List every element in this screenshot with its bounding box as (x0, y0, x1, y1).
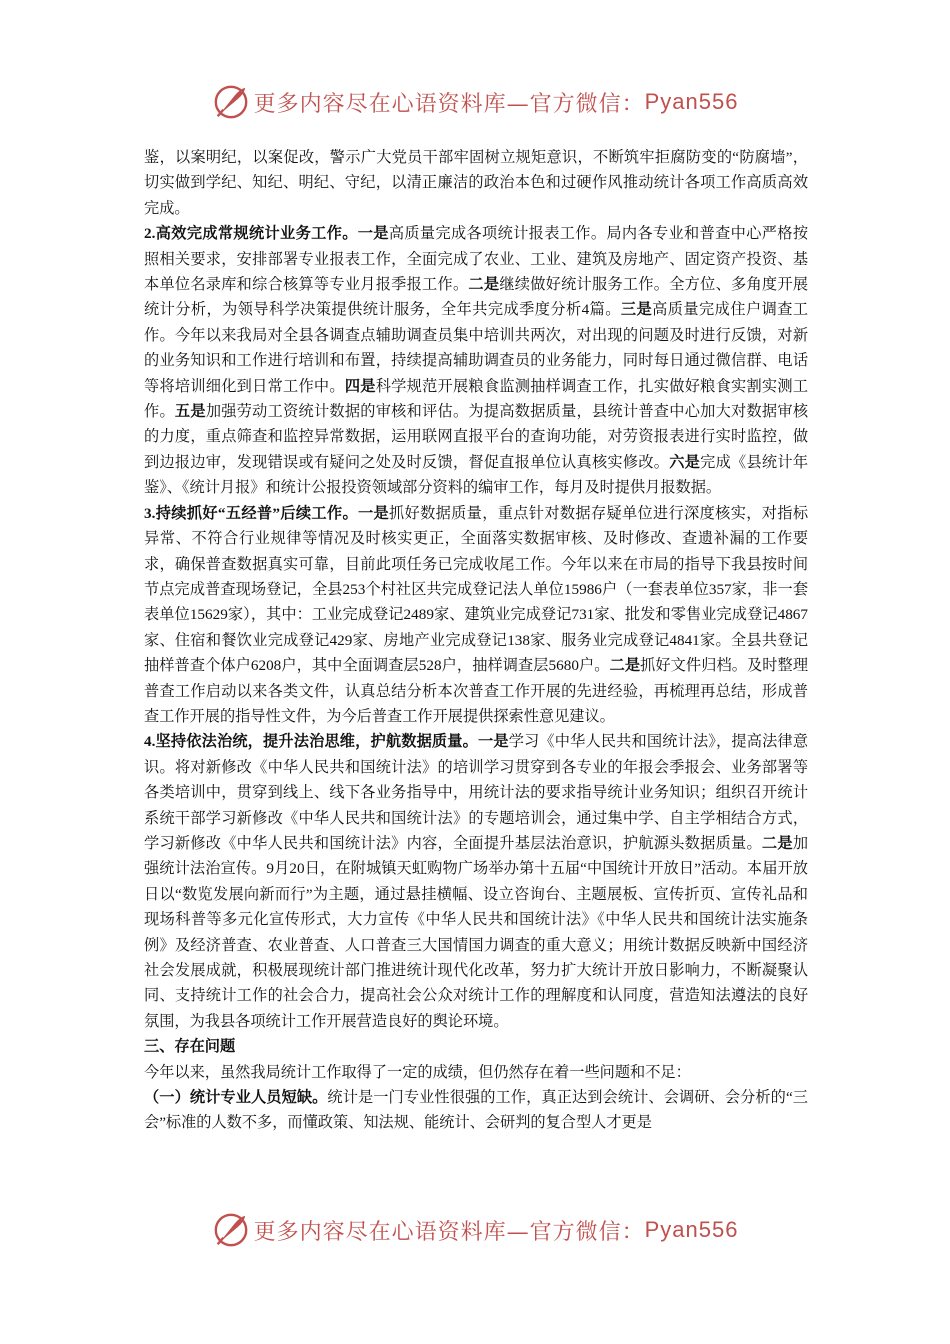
body-text: 抓好文件归档。及时整理普查工作启动以来各类文件，认真总结分析本次普查工作开展的先进经验，再梳理再总结，形成普查工作开展的指导性文件，为今后普查工作开展提供探索性意见建议。 (144, 657, 809, 725)
body-text: 统计是一门专业性很强的工作，真正达到会统计、会调研、会分析的“三会”标准的人数不多，而懂政策、知法规、能统计、会研判的复合型人才更是 (144, 1089, 808, 1132)
bold-heading-text: 一是 (357, 504, 390, 522)
bold-heading-text: 六是 (669, 453, 701, 471)
body-text: 科学规范开展粮食监测抽样调查工作，扎实做好粮食实割实测工作。 (144, 377, 809, 421)
bold-heading-text: 一是 (477, 733, 509, 751)
body-text: 高质量完成住户调查工作。今年以来我局对全县各调查点辅助调查员集中培训共两次，对出现的问题及时进行反馈，对新的业务知识和工作进行培训和布置，持续提高辅助调查员的业务能力，同时每日通过微信群、电话等将培训细化到日常工作中。 (144, 301, 809, 395)
body-text: 鉴，以案明纪，以案促改，警示广大党员干部牢固树立规矩意识，不断筑牢拒腐防变的“防腐墙”，切实做到学纪、知纪、明纪、守纪，以清正廉洁的政治本色和过硬作风推动统计各项工作高质高效完成。 (144, 149, 808, 217)
paragraph (144, 1060, 808, 1085)
bold-heading-text: 三是 (620, 301, 653, 319)
watermark-banner-top (0, 82, 950, 122)
paragraph (144, 221, 808, 500)
bold-heading-text: 4.坚持依法治统，提升法治思维，护航数据质量。 (144, 733, 478, 751)
watermark-banner-bottom (0, 1210, 950, 1250)
watermark-wechat-id: Pyan556 (644, 89, 739, 114)
body-text: 完成《县统计年鉴》、《统计月报》和统计公报投资领域部分资料的编审工作，每月及时提供月报数据。 (144, 453, 809, 497)
watermark-text: 更多内容尽在心语资料库—官方微信： (253, 91, 645, 117)
bold-heading-text: 三、存在问题 (144, 1038, 236, 1056)
body-text: 今年以来，虽然我局统计工作取得了一定的成绩，但仍然存在着一些问题和不足： (144, 1063, 691, 1081)
watermark-wechat-id: Pyan556 (644, 1217, 739, 1242)
body-text: 加强统计法治宣传。9月20日，在附城镇天虹购物广场举办第十五届“中国统计开放日”活动。本届开放日以“数览发展向新而行”为主题，通过悬挂横幅、设立咨询台、主题展板、宣传折页、宣传礼品和现场科普等多元化宣传形式，大力宣传《中华人民共和国统计法》《中华人民共和国统计法实施条例》及经济普查、农业普查、人口普查三大国情国力调查的重大意义；用统计数据反映新中国经济社会发展成就，积极展现统计部门推进统计现代化改革，努力扩大统计开放日影响力，不断凝聚认同、支持统计工作的社会合力，提高社会公众对统计工作的理解度和认同度，营造知法遵法的良好氛围，为我县各项统计工作开展营造良好的舆论环境。 (144, 834, 809, 1030)
bold-heading-text: 一是 (357, 225, 389, 243)
body-text: 高质量完成各项统计报表工作。局内各专业和普查中心严格按照相关要求，安排部署专业报表工作，全面完成了农业、工业、建筑及房地产、固定资产投资、基本单位名录库和综合核算等专业月报季报工作。 (144, 225, 809, 294)
document-body (144, 145, 808, 1136)
bold-heading-text: 二是 (609, 657, 641, 675)
paragraph (144, 145, 808, 221)
body-text: 继续做好统计服务工作。全方位、多角度开展统计分析，为领导科学决策提供统计服务，全年共完成季度分析4篇。 (144, 276, 809, 319)
bold-heading-text: （一）统计专业人员短缺。 (144, 1089, 328, 1107)
quill-logo-icon (212, 1211, 250, 1249)
paragraph (144, 1085, 808, 1136)
body-text: 加强劳动工资统计数据的审核和评估。为提高数据质量，县统计普查中心加大对数据审核的力度，重点筛查和监控异常数据，运用联网直报平台的查询功能，对劳资报表进行实时监控，做到边报边审，发现错误或有疑问之处及时反馈，督促直报单位认真核实修改。 (144, 403, 809, 471)
paragraph (144, 729, 808, 1034)
paragraph (144, 1034, 808, 1059)
watermark-text: 更多内容尽在心语资料库—官方微信： (253, 1219, 645, 1245)
body-text: 学习《中华人民共和国统计法》，提高法律意识。将对新修改《中华人民共和国统计法》的培训学习贯穿到各专业的年报会季报会、业务部署等各类培训中，贯穿到线上、线下各业务指导中，用统计法的要求指导统计业务知识；组织召开统计系统干部学习新修改《中华人民共和国统计法》的专题培训会，通过集中学、自主学相结合方式，学习新修改《中华人民共和国统计法》内容，全面提升基层法治意识，护航源头数据质量。 (144, 733, 809, 852)
body-text: 抓好数据质量，重点针对数据存疑单位进行深度核实，对指标异常、不符合行业规律等情况及时核实更正，全面落实数据审核、及时修改、查遗补漏的工作要求，确保普查数据真实可靠，目前此项任务已完成收尾工作。今年以来在市局的指导下我县按时间节点完成普查现场登记，全县253个村社区共完成登记法人单位15986户（一套表单位357家，非一套表单位15629家），其中：工业完成登记2489家、建筑业完成登记731家、批发和零售业完成登记4867家、住宿和餐饮业完成登记429家、房地产业完成登记138家、服务业完成登记4841家。全县共登记抽样普查个体户6208户，其中全面调查层528户，抽样调查层5680户。 (144, 504, 809, 675)
bold-heading-text: 二是 (761, 834, 793, 852)
bold-heading-text: 2.高效完成常规统计业务工作。 (144, 225, 358, 243)
quill-logo-icon (212, 83, 250, 121)
paragraph (144, 501, 808, 730)
bold-heading-text: 二是 (468, 276, 500, 294)
bold-heading-text: 五是 (174, 403, 206, 421)
bold-heading-text: 3.持续抓好“五经普”后续工作。 (144, 504, 358, 522)
bold-heading-text: 四是 (344, 377, 376, 395)
